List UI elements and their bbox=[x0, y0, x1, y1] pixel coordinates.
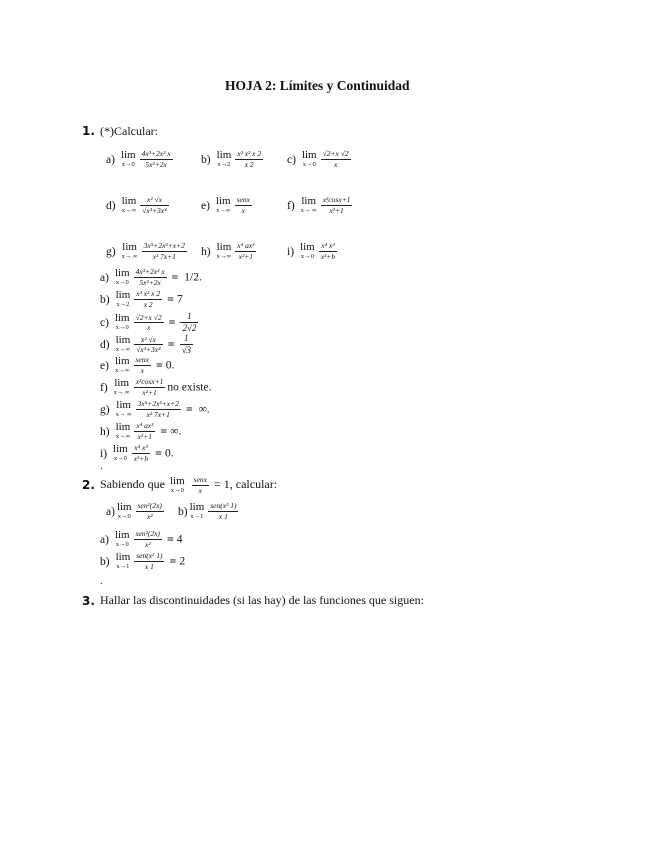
problem-2-statement bbox=[100, 476, 277, 495]
limit-operator: lim x→∞ bbox=[215, 195, 231, 215]
fraction: senx x bbox=[236, 195, 250, 215]
fraction: sen(x² 1) x 1 bbox=[136, 551, 163, 571]
limit-operator: lim x→∞ bbox=[121, 195, 137, 215]
limit-operator: lim x→0 bbox=[170, 475, 185, 494]
limit-operator: lim x→0 bbox=[114, 312, 130, 332]
answer-item: i) lim x→0 $\frac{\text{x⁴ x³}}{\text{x²+b}}$ = 0. bbox=[100, 443, 174, 463]
limit-operator: lim x→∞ bbox=[115, 334, 131, 354]
limit-operator: lim x→∞ bbox=[216, 241, 232, 261]
problem-3-text: Hallar las discontinuidades (si las hay) de las funciones que siguen: bbox=[100, 593, 424, 607]
exercise-item: f) lim x→ ∞ $\frac{\text{x²cosx+1}}{\text{x²+1}}$ bbox=[287, 195, 351, 215]
limit-operator: lim x→0 bbox=[116, 501, 132, 521]
fraction: $\frac{\text{3x⁵+2x²+x+2}}{\text{x² 7x+1}}$ bbox=[143, 241, 185, 261]
fraction: $\frac{\text{x³ x² x 2}}{x 2}$ bbox=[237, 149, 262, 169]
problem-3-number: 3. bbox=[82, 594, 95, 608]
answer-item: b) lim x→1 sen(x² 1) x 1 = 2 bbox=[100, 551, 186, 571]
fraction: $\frac{\text{x² √x}}{\text{√x³+3x⁴}}$ bbox=[136, 334, 161, 354]
answer-item: a) lim x→0 sen²(2x) x² = 4 bbox=[100, 529, 183, 549]
fraction: senx x bbox=[135, 355, 149, 375]
answer-item: g) lim x→ ∞ $\frac{\text{3x⁵+2x²+x+2}}{\text{x² 7x+1}}$ = ∞. bbox=[100, 399, 210, 419]
fraction: $\frac{\text{3x⁵+2x²+x+2}}{\text{x² 7x+1}}$ bbox=[137, 399, 179, 419]
result-fraction: $\frac{1}{2√2}$ bbox=[182, 311, 197, 333]
exercise-item: c) lim x→0 $\frac{√2+x √2}{x}$ bbox=[287, 149, 349, 169]
fraction: $\frac{\text{x⁴ x³}}{\text{x²+b}}$ bbox=[320, 241, 336, 261]
limit-operator: lim x→0 bbox=[114, 529, 130, 549]
fraction: sen(x² 1) x 1 bbox=[210, 501, 237, 521]
limit-operator: lim x→1 bbox=[115, 551, 131, 571]
limit-operator: lim x→1 bbox=[189, 501, 205, 521]
fraction: $\frac{\text{x⁴ x³}}{\text{x²+b}}$ bbox=[133, 443, 149, 463]
limit-operator: lim x→0 bbox=[300, 241, 315, 261]
limit-operator: lim x→0 bbox=[120, 149, 136, 169]
limit-operator: lim x→0 bbox=[114, 267, 130, 287]
fraction: senx x bbox=[193, 475, 207, 495]
fraction: $\frac{\text{x²cosx+1}}{\text{x²+1}}$ bbox=[322, 195, 351, 215]
page-title: HOJA 2: Límites y Continuidad bbox=[225, 78, 410, 93]
fraction: $\frac{\text{4x³+2x² x}}{\text{5x²+2x}}$ bbox=[141, 149, 171, 169]
answer-item: b) lim x→2 $\frac{\text{x³ x² x 2}}{x 2}$ = 7 bbox=[100, 289, 183, 309]
exercise-item: g) lim x→ ∞ $\frac{\text{3x⁵+2x²+x+2}}{\text{x² 7x+1}}$ bbox=[106, 241, 185, 261]
fraction: $\frac{\text{x² √x}}{\text{√x³+3x⁴}}$ bbox=[142, 195, 167, 215]
answer-item: a) lim x→0 $\frac{\text{4x³+2x² x}}{\text{5x²+2x}}$ = 1/2. bbox=[100, 267, 202, 287]
fraction: $\frac{√2+x √2}{x}$ bbox=[135, 312, 162, 332]
exercise-item: h) lim x→∞ $\frac{\text{x⁴ ax³}}{\text{x²+1}}$ bbox=[201, 241, 255, 261]
limit-operator: lim x→∞ bbox=[115, 421, 131, 441]
answer-item: c) lim x→0 $\frac{√2+x √2}{x}$ = $\frac{1}{2√2}$ bbox=[100, 311, 197, 333]
exercise-item: d) lim x→∞ $\frac{\text{x² √x}}{\text{√x³+3x⁴}}$ bbox=[106, 195, 167, 215]
answer-item: h) lim x→∞ $\frac{\text{x⁴ ax³}}{\text{x²+1}}$ = ∞. bbox=[100, 421, 182, 441]
problem-1-trail: . bbox=[100, 461, 103, 472]
problem-1-number: 1. bbox=[82, 124, 95, 138]
fraction: $\frac{\text{x⁴ ax³}}{\text{x²+1}}$ bbox=[237, 241, 255, 261]
exercise-item: b) lim x→1 sen(x² 1) x 1 bbox=[178, 501, 237, 521]
limit-operator: lim x→2 bbox=[115, 289, 131, 309]
problem-1-intro: (*)Calcular: bbox=[100, 124, 158, 138]
exercise-item: i) lim x→0 $\frac{\text{x⁴ x³}}{\text{x²+b}}$ bbox=[287, 241, 336, 261]
exercise-item: b) lim x→2 $\frac{\text{x³ x² x 2}}{x 2}$ bbox=[201, 149, 262, 169]
limit-operator: lim x→ ∞ bbox=[121, 241, 138, 261]
limit-operator: lim x→ ∞ bbox=[113, 377, 130, 397]
problem-2-trail: . bbox=[100, 576, 103, 587]
fraction: $\frac{√2+x √2}{x}$ bbox=[322, 149, 349, 169]
exercise-item: a) lim x→0 $\frac{\text{4x³+2x² x}}{\text{5x²+2x}}$ bbox=[106, 149, 171, 169]
limit-operator: lim x→ ∞ bbox=[300, 195, 317, 215]
result-fraction: $\frac{1}{√3}$ bbox=[181, 333, 192, 355]
fraction: sen²(2x) x² bbox=[135, 529, 160, 549]
problem-2-post: = 1, calcular: bbox=[214, 477, 278, 491]
answer-item: e) lim x→∞ senx x = 0. bbox=[100, 355, 175, 375]
fraction: $\frac{\text{4x³+2x² x}}{\text{5x²+2x}}$ bbox=[135, 267, 165, 287]
fraction: $\frac{\text{x³ x² x 2}}{x 2}$ bbox=[136, 289, 161, 309]
limit-operator: lim x→0 bbox=[301, 149, 317, 169]
answer-item: d) lim x→∞ $\frac{\text{x² √x}}{\text{√x³+3x⁴}}$ = $\frac{1}{√3}$ bbox=[100, 333, 192, 355]
limit-operator: lim x→0 bbox=[113, 443, 128, 463]
exercise-item: a) lim x→0 sen²(2x) x² bbox=[106, 501, 162, 521]
fraction: sen²(2x) x² bbox=[137, 501, 162, 521]
limit-operator: lim x→ ∞ bbox=[115, 399, 132, 419]
fraction: $\frac{\text{x⁴ ax³}}{\text{x²+1}}$ bbox=[136, 421, 154, 441]
problem-2-pre: Sabiendo que bbox=[100, 477, 165, 491]
limit-operator: lim x→2 bbox=[216, 149, 232, 169]
limit-operator: lim x→∞ bbox=[114, 355, 130, 375]
problem-2-number: 2. bbox=[82, 478, 95, 492]
fraction: $\frac{\text{x²cosx+1}}{\text{x²+1}}$ bbox=[135, 377, 164, 397]
exercise-item: e) lim x→∞ senx x bbox=[201, 195, 250, 215]
answer-item: f) lim x→ ∞ $\frac{\text{x²cosx+1}}{\text{x²+1}}$ no existe. bbox=[100, 377, 212, 397]
